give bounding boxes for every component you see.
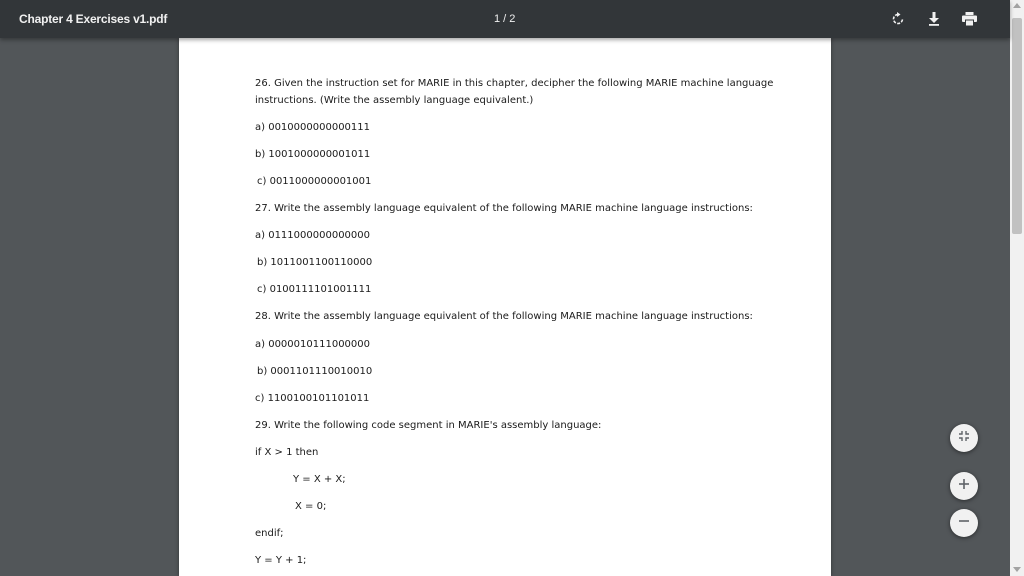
text-line: a) 0010000000000111 [255, 122, 371, 133]
text-line: a) 0111000000000000 [255, 230, 371, 241]
fit-to-page-button[interactable] [950, 424, 978, 452]
rotate-icon[interactable] [888, 9, 908, 29]
scrollbar-thumb[interactable] [1012, 18, 1022, 234]
text-line: 27. Write the assembly language equivalent of the following MARIE machine language instructions: [255, 203, 753, 214]
text-line: X = 0; [295, 501, 327, 512]
vertical-scrollbar[interactable] [1010, 0, 1024, 576]
text-line: c) 0100111101001111 [257, 284, 372, 295]
text-line: 28. Write the assembly language equivalent of the following MARIE machine language instructions: [255, 311, 753, 322]
text-line: c) 1100100101101011 [255, 393, 370, 404]
text-line: b) 0001101110010010 [257, 366, 373, 377]
text-line: c) 0011000000001001 [257, 176, 372, 187]
text-line: Y = Y + 1; [255, 555, 307, 566]
zoom-in-button[interactable] [950, 472, 978, 500]
zoom-out-icon [958, 514, 970, 532]
pdf-page [179, 38, 831, 576]
zoom-out-button[interactable] [950, 509, 978, 537]
fit-to-page-icon [958, 429, 970, 447]
download-icon[interactable] [924, 9, 944, 29]
document-title: Chapter 4 Exercises v1.pdf [19, 12, 168, 26]
pdf-toolbar [0, 0, 1010, 38]
print-icon[interactable] [959, 9, 979, 29]
text-line: 29. Write the following code segment in MARIE's assembly language: [255, 420, 602, 431]
text-line: a) 0000010111000000 [255, 339, 371, 350]
page-indicator[interactable]: 1 / 2 [494, 13, 516, 25]
scroll-up-arrow-icon[interactable] [1013, 3, 1021, 8]
text-line: endif; [255, 528, 284, 539]
text-line: 26. Given the instruction set for MARIE in this chapter, decipher the following MARIE machine language [255, 78, 774, 89]
scroll-down-arrow-icon[interactable] [1013, 567, 1021, 572]
text-line: b) 1011001100110000 [257, 257, 373, 268]
zoom-in-icon [958, 477, 970, 495]
text-line: b) 1001000000001011 [255, 149, 371, 160]
text-line: instructions. (Write the assembly language equivalent.) [255, 95, 534, 106]
text-line: if X > 1 then [255, 447, 319, 458]
text-line: Y = X + X; [293, 474, 346, 485]
